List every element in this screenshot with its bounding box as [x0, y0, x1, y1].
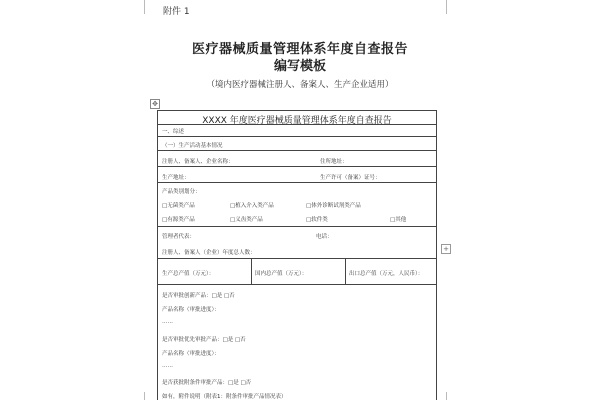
- category-checkbox[interactable]: □软件类: [306, 217, 328, 223]
- category-checkbox[interactable]: □体外诊断试剂类产品: [306, 203, 361, 209]
- document-title: 医疗器械质量管理体系年度自查报告: [191, 42, 408, 57]
- table-row[interactable]: [158, 137, 436, 151]
- product-name-progress-label: 产品名称（审批进度）：: [162, 307, 220, 313]
- table-title-row: [158, 111, 436, 125]
- product-name-progress-label: 产品名称（审批进度）：: [162, 351, 220, 357]
- page-corner-mark: [134, 0, 145, 14]
- document-subtitle-template: 编写模板: [273, 59, 326, 74]
- attachment-label: 附件 1: [163, 7, 190, 17]
- table-row[interactable]: [158, 259, 436, 285]
- phone-label: 电话：: [316, 234, 333, 240]
- innovative-product-question: 是否审批创新产品：□是 □否: [162, 293, 235, 299]
- total-staff-label: 注册人、备案人（企业）年度总人数：: [162, 250, 256, 256]
- category-checkbox[interactable]: □有源类产品: [162, 217, 195, 223]
- page-corner-mark: [134, 392, 145, 400]
- manager-rep-label: 管理者代表：: [162, 234, 196, 240]
- conditional-product-note: 如有，附件说明（附表1：附条件审批产品情况表）: [162, 394, 287, 400]
- priority-product-question: 是否审批优先审批产品：□是 □否: [162, 337, 246, 343]
- table-title: XXXX 年度医疗器械质量管理体系年度自查报告: [202, 116, 392, 126]
- column-divider: [345, 259, 346, 284]
- category-checkbox[interactable]: □义齿类产品: [230, 217, 263, 223]
- document-scope-note: （境内医疗器械注册人、备案人、生产企业适用）: [206, 80, 394, 90]
- table-move-handle-icon[interactable]: ✥: [150, 99, 160, 109]
- product-category-label: 产品类别划分：: [162, 189, 201, 195]
- license-number-label: 生产许可（备案）证号：: [320, 175, 381, 181]
- ellipsis: ……: [162, 319, 173, 325]
- table-row[interactable]: [158, 285, 436, 401]
- category-checkbox[interactable]: □无菌类产品: [162, 203, 195, 209]
- residence-label: 住所地址：: [320, 159, 348, 165]
- table-row[interactable]: [158, 183, 436, 227]
- column-divider: [251, 259, 252, 284]
- total-output-label: 生产总产值（万元）：: [162, 271, 215, 277]
- page-corner-mark: [446, 392, 457, 400]
- production-address-label: 生产地址：: [162, 175, 190, 181]
- table-row[interactable]: [158, 151, 436, 167]
- table-row[interactable]: [158, 227, 436, 259]
- conditional-product-question: 是否获批附条件审批产品：□是 □否: [162, 380, 252, 386]
- domestic-output-label: 国内总产值（万元）：: [255, 271, 308, 277]
- ellipsis: ……: [162, 363, 173, 369]
- category-checkbox[interactable]: □其他: [390, 217, 407, 223]
- registrant-name-label: 注册人、备案人、企业名称：: [162, 159, 234, 165]
- page-corner-mark: [446, 0, 457, 14]
- export-output-label: 出口总产值（万元，人民币）：: [349, 271, 424, 277]
- add-row-icon[interactable]: +: [441, 244, 451, 254]
- table-row[interactable]: [158, 167, 436, 183]
- self-inspection-table: [157, 110, 437, 400]
- table-row[interactable]: [158, 125, 436, 137]
- subsection-heading: （一）生产活动基本情况: [162, 143, 223, 149]
- section-heading: 一、综述: [162, 129, 185, 135]
- category-checkbox[interactable]: □植入介入类产品: [230, 203, 274, 209]
